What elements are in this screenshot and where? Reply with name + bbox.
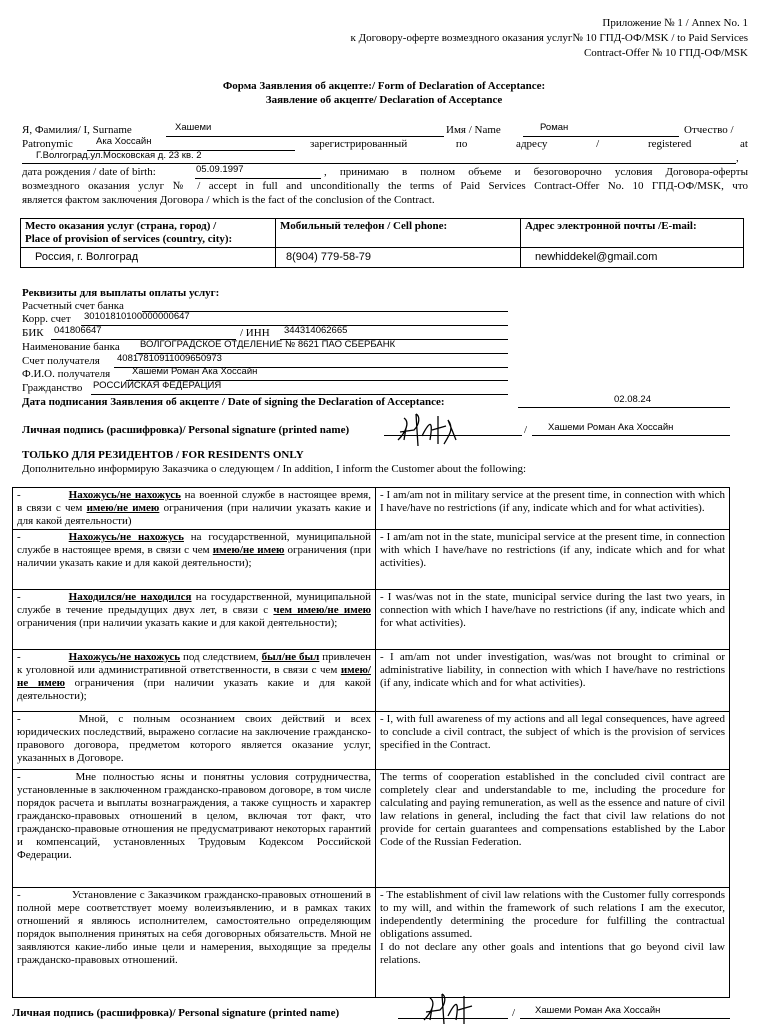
row-text: - [17,651,21,663]
residents-row-en: - I, with full awareness of my actions and all legal consequences, have agreed to conclude a civil contract, the subject of which is the provision of services specified in the Contract. [376,712,730,770]
row-text: ограничения (при наличии указать какие и для какой деятельности) [17,502,371,527]
signature-printed-name: Хашеми Роман Ака Хоссайн [548,422,674,433]
residents-row-en: - I was/was not in the state, municipal service during the last two years, in connection with which I have/have no restrictions (if any, indicate which and for what activities). [376,590,730,650]
residents-row-en: - I am/am not under investigation, was/was not brought to criminal or administrative liability, in connection with which I have/have no restrictions (if any, indicate which and for what activities). [376,650,730,712]
inn-value[interactable]: 344314062665 [284,325,348,336]
signing-date-label: Дата подписания Заявления об акцепте / Date of signing the Declaration of Acceptance: [22,396,445,408]
annex-line-2: к Договору-оферте возмездного оказания услуг№ 10 ГПД-ОФ/MSK / to Paid Services [350,32,748,44]
row-text: ограничения (при наличии указать какие и для какой деятельности); [17,544,371,569]
corr-value[interactable]: 30101810100000000647 [84,311,190,322]
phone-value[interactable]: 8(904) 779-58-79 [276,248,521,268]
name-value[interactable]: Роман [540,122,569,133]
contact-table [20,218,744,268]
registered-label: зарегистрированный по адресу / registered at [310,138,748,150]
choice-option[interactable]: Нахожусь/не нахожусь [68,651,181,663]
annex-line-3: Contract-Offer № 10 ГПД-ОФ/MSK [583,47,748,59]
annex-line-1: Приложение № 1 / Annex No. 1 [602,17,748,29]
choice-option[interactable]: Нахожусь/не нахожусь [68,531,184,543]
choice-option[interactable]: имею/не имею [17,664,371,689]
residents-row [13,530,730,590]
residents-row-ru [13,888,376,998]
choice-option[interactable]: Нахожусь/не нахожусь [68,489,181,501]
signature-label: Личная подпись (расшифровка)/ Personal signature (printed name) [22,424,350,436]
residents-table [12,487,730,998]
accept-text-3: является фактом заключения Договора / which is the fact of the conclusion of the Contract. [22,194,435,206]
row-text: Установление с Заказчиком гражданско-правовых отношений в полной мере соответствует моему волеизъявлению, и в рамках таких отношений я являюсь исполнителем, самостоятельно определяющим порядок выполнения принятых на себя договорных обязательств. Мной не заявляются какие-либо иные цели и намерения, выходящие за пределы гражданско-правовых отношений. [17,889,371,966]
residents-row [13,712,730,770]
accept-text-2: возмездного оказания услуг № / accept in full and unconditionally the terms of Paid Services Contract-Offer No. 10 ГПД-ОФ/MSK, что [22,180,748,192]
row-text: - [17,889,21,901]
accept-text-1: , принимаю в полном объеме и безоговорочно условия Договора-оферты [324,166,748,178]
residents-row [13,770,730,888]
row-text: - [17,771,21,783]
residents-row-en: - The establishment of civil law relations with the Customer fully corresponds to my will, and within the framework of such relations I am the executor, independently determining the procedure for fulfilling the contractual obligations assumed. I do not declare any other goals and intentions that go beyond civil law relations. [376,888,730,998]
residents-row [13,650,730,712]
address-value[interactable]: Г.Волгоград.ул.Московская д. 23 кв. 2 [36,150,202,161]
signature-image [394,410,466,452]
choice-option[interactable]: Находился/не находился [68,591,192,603]
place-header: Место оказания услуг (страна, город) / Place of provision of services (country, city): [21,219,276,248]
form-title: Форма Заявления об акцепте:/ Form of Declaration of Acceptance: [222,80,546,92]
surname-value[interactable]: Хашеми [175,122,212,133]
recipient-name-value[interactable]: Хашеми Роман Ака Хоссайн [132,366,258,377]
row-text: под следствием, [180,651,262,663]
residents-row-ru [13,712,376,770]
dob-value[interactable]: 05.09.1997 [196,164,244,175]
row-text: - [17,489,21,501]
patronymic-label-en: Patronymic [22,138,73,150]
bik-value[interactable]: 041806647 [54,325,102,336]
choice-option[interactable]: имею/не имею [86,502,160,514]
bank-name-label: Наименование банка [22,341,120,353]
email-value[interactable]: newhiddekel@gmail.com [521,248,744,268]
account-label: Расчетный счет банка [22,300,124,312]
citizenship-value[interactable]: РОССИЙСКАЯ ФЕДЕРАЦИЯ [93,380,222,391]
signature-printed-name-bottom: Хашеми Роман Ака Хоссайн [535,1005,661,1016]
residents-row [13,590,730,650]
residents-intro: Дополнительно информирую Заказчика о следующем / In addition, I inform the Customer about the following: [22,463,527,475]
bank-name-value[interactable]: ВОЛГОГРАДСКОЕ ОТДЕЛЕНИЕ № 8621 ПАО СБЕРБАНК [140,339,396,350]
patronymic-label: Отчество / [684,124,734,136]
row-text: привлечен к уголовной или административной ответственности, в связи с чем [17,651,371,676]
recipient-account-value[interactable]: 40817810911009650973 [117,353,222,364]
residents-row-ru [13,488,376,530]
residents-row-en: - I am/am not in military service at the present time, in connection with which I have/have no restrictions (if any, indicate which and for what activities). [376,488,730,530]
residents-row-ru [13,770,376,888]
bank-heading: Реквизиты для выплаты оплаты услуг: [22,287,220,299]
bik-label: БИК [22,327,44,339]
row-text: - [17,531,21,543]
inn-label: / ИНН [240,327,270,339]
row-text: ограничения (при наличии указать какие и для какой деятельности); [17,617,338,629]
row-text: - [17,713,21,725]
recipient-account-label: Счет получателя [22,355,100,367]
signature-label-bottom: Личная подпись (расшифровка)/ Personal signature (printed name) [12,1007,340,1019]
residents-heading: ТОЛЬКО ДЛЯ РЕЗИДЕНТОВ / FOR RESIDENTS ONLY [22,449,304,461]
row-text: ограничения (при наличии указать какие и для какой деятельности); [17,677,371,702]
residents-row-ru [13,650,376,712]
place-value[interactable]: Россия, г. Волгоград [21,248,276,268]
row-text: на государственной, муниципальной службе в течение предыдущих двух лет, в связи с [17,591,371,616]
row-text: Мной, с полным осознанием своих действий и всех юридических последствий, выражено согласие на заключение гражданско-правового договора, предметом которого является оказание услуг, указанных в Договоре. [17,713,371,764]
email-header: Адрес электронной почты /E-mail: [521,219,744,248]
phone-header: Мобильный телефон / Cell phone: [276,219,521,248]
residents-row-en: The terms of cooperation established in the concluded civil contract are completely clear and understandable to me, including the procedure for calculating and paying remuneration, as well as the essence and nature of civil law relations in general, including the fact that civil law relations do not provide for certain guarantees and compensations established by the Labor Code of the Russian Federation. [376,770,730,888]
row-text: на государственной, муниципальной службе в настоящее время, в связи с чем [17,531,371,556]
residents-row-en: - I am/am not in the state, municipal service at the present time, in connection with which I have/have no restrictions (if any, indicate which and for what activities). [376,530,730,590]
declaration-title: Заявление об акцепте/ Declaration of Acceptance [265,94,503,106]
name-label: Имя / Name [446,124,501,136]
residents-row-ru [13,530,376,590]
choice-option[interactable]: был/не был [261,651,320,663]
choice-option[interactable]: имею/не имею [212,544,285,556]
signing-date-value[interactable]: 02.08.24 [614,394,651,405]
surname-label: Я, Фамилия/ I, Surname [22,124,132,136]
patronymic-value[interactable]: Ака Хоссайн [96,136,152,147]
residents-row-ru [13,590,376,650]
row-text: - [17,591,21,603]
corr-label: Корр. счет [22,313,71,325]
citizenship-label: Гражданство [22,382,83,394]
row-text: Мне полностью ясны и понятны условия сотрудничества, установленные в заключенном гражданско-правовом договоре, в том числе порядок расчета и выплаты вознаграждения, а также сущность и характер гражданско-правовых отношений в целом, включая тот факт, что гражданско-правовые отношения не предусматривают некоторых гарантий и компенсаций, установленных Трудовым Кодексом Российской Федерации. [17,771,371,861]
residents-row [13,888,730,998]
row-text: на военной службе в настоящее время, в связи с чем [17,489,371,514]
choice-option[interactable]: чем имею/не имею [273,604,371,616]
dob-label: дата рождения / date of birth: [22,166,156,178]
recipient-name-label: Ф.И.О. получателя [22,368,111,380]
residents-row [13,488,730,530]
signature-image-bottom [420,992,492,1024]
